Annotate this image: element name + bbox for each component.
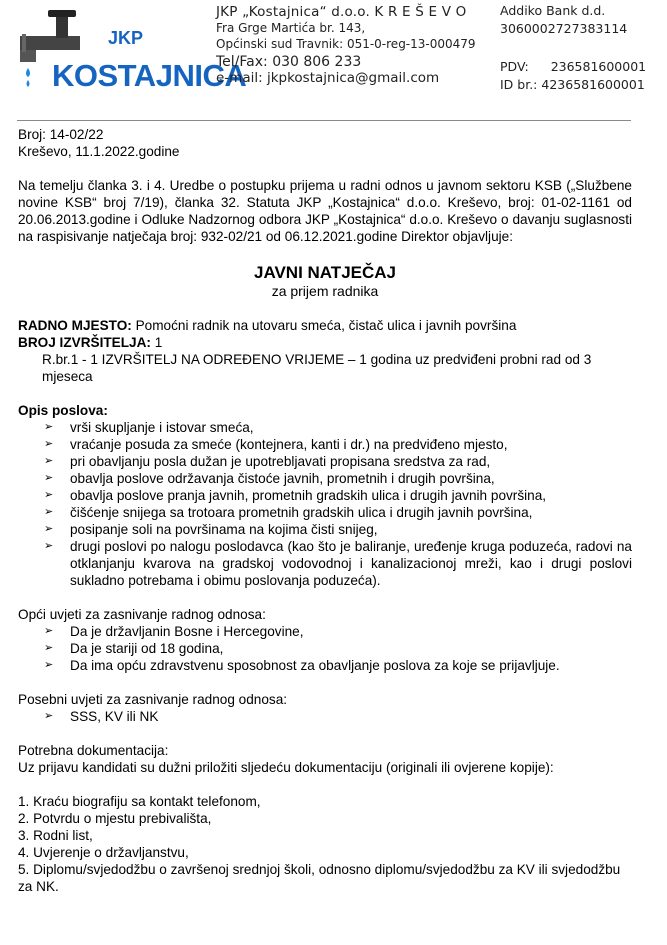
bank-name: Addiko Bank d.d. [500,3,606,18]
list-item: ➢ drugi poslovi po nalogu poslodavca (kao što je baliranje, uređenje kruga poduzeća, radovi na otklanjanju kvarova na gradskoj vodovodnoj i kanalizacionoj mreži, kao i drugi poslovi sukladno potrebama i obimu poslovanja poduzeća). [44,539,632,588]
pdv-value: 236581600001 [550,59,647,74]
logo-text: KOSTAJNICA [52,58,247,93]
pdv-label: PDV: [500,59,529,74]
company-line: JKP „Kostajnica“ d.o.o. K R E Š E V O [216,4,467,20]
arrow-bullet-icon: ➢ [44,523,54,535]
opci-list [18,623,632,674]
list-item: ➢ čišćenje snijega sa trotoara prometnih gradskih ulica i drugih javnih površina, [44,505,533,520]
rbr-line: R.br.1 - 1 IZVRŠITELJ NA ODREĐENO VRIJEME – 1 godina uz predviđeni probni rad od 3 mjeseca [42,352,592,384]
company-email[interactable]: e-mail: jkpkostajnica@gmail.com [216,70,440,86]
list-item: ➢ obavlja poslove pranja javnih, prometnih gradskih ulica i drugih javnih površina, [44,488,547,503]
arrow-bullet-icon: ➢ [44,438,54,450]
company-address: Fra Grge Martića br. 143, [216,21,366,35]
doc-subtitle: za prijem radnika [271,283,379,299]
company-court: Općinski sud Travnik: 051-0-reg-13-000479 [216,37,476,51]
radno-mjesto-label: RADNO MJESTO: [18,318,132,333]
list-item: ➢ vraćanje posuda za smeće (kontejnera, kanti i dr.) na predviđeno mjesto, [44,437,508,452]
document-body [18,126,632,895]
pdv-row [500,58,646,76]
broj-izvrsitelja [18,334,632,351]
header-divider [17,120,631,121]
doc-place-date: Kreševo, 11.1.2022.godine [18,144,180,159]
id-row [500,76,646,94]
id-label: ID br.: [500,77,538,92]
posebni-list [18,708,632,725]
list-item: ➢ pri obavljanju posla dužan je upotrebljavati propisana sredstva za rad, [44,454,491,469]
broj-izvrsitelja-value: 1 [150,335,163,350]
bank-info [500,2,646,94]
list-item: 5. Diplomu/svjedodžbu o završenoj srednjoj školi, odnosno diplomu/svjedodžbu za KV ili svjedodžbu za NK. [18,862,621,894]
list-item: 4. Uvjerenje o državljanstvu, [18,845,189,860]
opis-label: Opis poslova: [18,403,108,418]
radno-mjesto-value: Pomoćni radnik na utovaru smeća, čistač ulica i javnih površina [131,318,517,333]
doc-title: JAVNI NATJEČAJ [253,263,396,282]
arrow-bullet-icon: ➢ [44,642,54,654]
doc-number: Broj: 14-02/22 [18,127,104,142]
posebni-label: Posebni uvjeti za zasnivanje radnog odnosa: [18,692,288,707]
opis-list [18,419,632,589]
list-item: 2. Potvrdu o mjestu prebivališta, [18,811,212,826]
list-item: ➢ obavlja poslove održavanja čistoće javnih, prometnih i drugih površina, [44,471,495,486]
company-logo [16,6,247,93]
id-value: 4236581600001 [541,77,645,92]
arrow-bullet-icon: ➢ [44,489,54,501]
arrow-bullet-icon: ➢ [44,472,54,484]
dok-label: Potrebna dokumentacija: [18,743,169,758]
doc-intro: Na temelju članka 3. i 4. Uredbe o postupku prijema u radni odnos u javnom sektoru KSB („Službene novine KSB“ broj 7/19), članka 32. Statuta JKP „Kostajnica“ d.o.o. Kreševo, broj: 01-02-1161 od 20.06.2013.godine i Odluke Nadzornog odbora JKP „Kostajnica“ d.o.o. Kreševo o davanju suglasnosti na raspisivanje natječaja broj: 932-02/21 od 06.12.2021.godine Direktor objavljuje: [18,178,632,244]
list-item: ➢ Da je stariji od 18 godina, [44,641,224,656]
arrow-bullet-icon: ➢ [44,625,54,637]
list-item: 1. Kraću biografiju sa kontakt telefonom, [18,794,261,809]
logo-prefix: JKP [108,28,144,48]
radno-mjesto [18,317,632,334]
list-item: ➢ Da je državljanin Bosne i Hercegovine, [44,624,304,639]
list-item: ➢ Da ima opću zdravstvenu sposobnost za obavljanje poslova za koje se prijavljuje. [44,658,560,673]
opci-label: Opći uvjeti za zasnivanje radnog odnosa: [18,607,266,622]
bank-account: 3060002727383114 [500,21,628,36]
list-item: ➢ posipanje soli na površinama na kojima čisti snijeg, [44,522,378,537]
arrow-bullet-icon: ➢ [44,421,54,433]
arrow-bullet-icon: ➢ [44,659,54,671]
company-telfax: Tel/Fax: 030 806 233 [216,54,362,70]
list-item: 3. Rodni list, [18,828,93,843]
arrow-bullet-icon: ➢ [44,506,54,518]
arrow-bullet-icon: ➢ [44,710,54,722]
letterhead [0,0,667,120]
dok-intro: Uz prijavu kandidati su dužni priložiti sljedeću dokumentaciju (originali ili ovjerene kopije): [18,760,554,775]
list-item: ➢ vrši skupljanje i istovar smeća, [44,420,254,435]
company-info [216,4,476,86]
arrow-bullet-icon: ➢ [44,455,54,467]
arrow-bullet-icon: ➢ [44,540,54,552]
list-item: ➢ SSS, KV ili NK [44,709,159,724]
broj-izvrsitelja-label: BROJ IZVRŠITELJA: [18,335,151,350]
